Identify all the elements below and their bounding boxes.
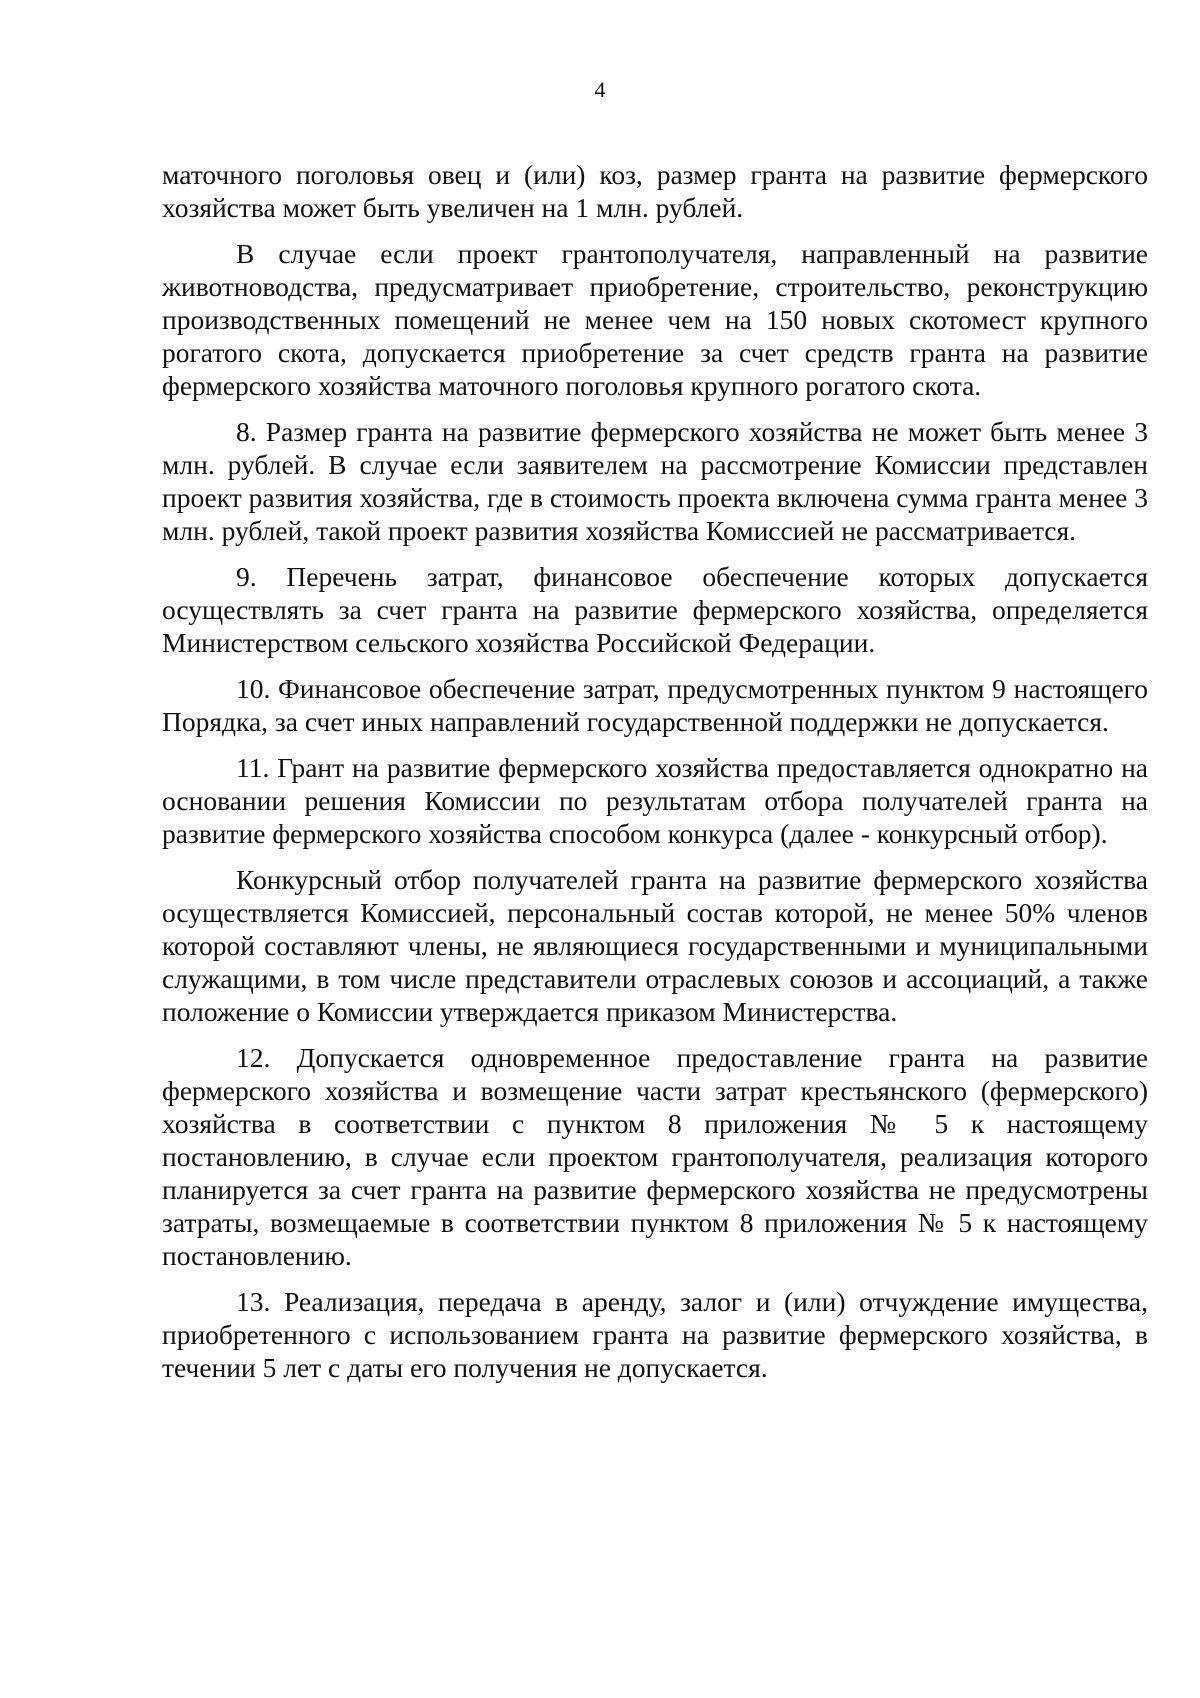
paragraph-item-9: 9. Перечень затрат, финансовое обеспечение которых допускается осуществлять за счет гранта на развитие фермерского хозяйства, определяется Министерством сельского хозяйства Российской Федерации. xyxy=(162,561,1148,658)
paragraph-competitive-selection: Конкурсный отбор получателей гранта на развитие фермерского хозяйства осуществляется Комиссией, персональный состав которой, не менее 50% членов которой составляют члены, не являющиеся государственными и муниципальными служащими, в том числе представители отраслевых союзов и ассоциаций, а также положение о Комиссии утверждается приказом Министерства. xyxy=(162,864,1148,1027)
paragraph-continuation: маточного поголовья овец и (или) коз, размер гранта на развитие фермерского хозяйства может быть увеличен на 1 млн. рублей. xyxy=(162,159,1148,223)
paragraph-livestock-case: В случае если проект грантополучателя, направленный на развитие животноводства, предусматривает приобретение, строительство, реконструкцию производственных помещений не менее чем на 150 новых скотомест крупного рогатого скота, допускается приобретение за счет средств гранта на развитие фермерского хозяйства маточного поголовья крупного рогатого скота. xyxy=(162,238,1148,401)
paragraph-item-8: 8. Размер гранта на развитие фермерского хозяйства не может быть менее 3 млн. рублей. В случае если заявителем на рассмотрение Комиссии представлен проект развития хозяйства, где в стоимость проекта включена сумма гранта менее 3 млн. рублей, такой проект развития хозяйства Комиссией не рассматривается. xyxy=(162,416,1148,546)
paragraph-item-13: 13. Реализация, передача в аренду, залог и (или) отчуждение имущества, приобретенного с использованием гранта на развитие фермерского хозяйства, в течении 5 лет с даты его получения не допускается. xyxy=(162,1286,1148,1383)
page-number: 4 xyxy=(594,77,606,102)
paragraph-item-11: 11. Грант на развитие фермерского хозяйства предоставляется однократно на основании решения Комиссии по результатам отбора получателей гранта на развитие фермерского хозяйства способом конкурса (далее - конкурсный отбор). xyxy=(162,752,1148,849)
paragraph-item-12: 12. Допускается одновременное предоставление гранта на развитие фермерского хозяйства и возмещение части затрат крестьянского (фермерского) хозяйства в соответствии с пунктом 8 приложения № 5 к настоящему постановлению, в случае если проектом грантополучателя, реализация которого планируется за счет гранта на развитие фермерского хозяйства не предусмотрены затраты, возмещаемые в соответствии пунктом 8 приложения № 5 к настоящему постановлению. xyxy=(162,1042,1148,1271)
paragraph-item-10: 10. Финансовое обеспечение затрат, предусмотренных пунктом 9 настоящего Порядка, за счет иных направлений государственной поддержки не допускается. xyxy=(162,673,1148,737)
document-body xyxy=(162,158,1148,1397)
